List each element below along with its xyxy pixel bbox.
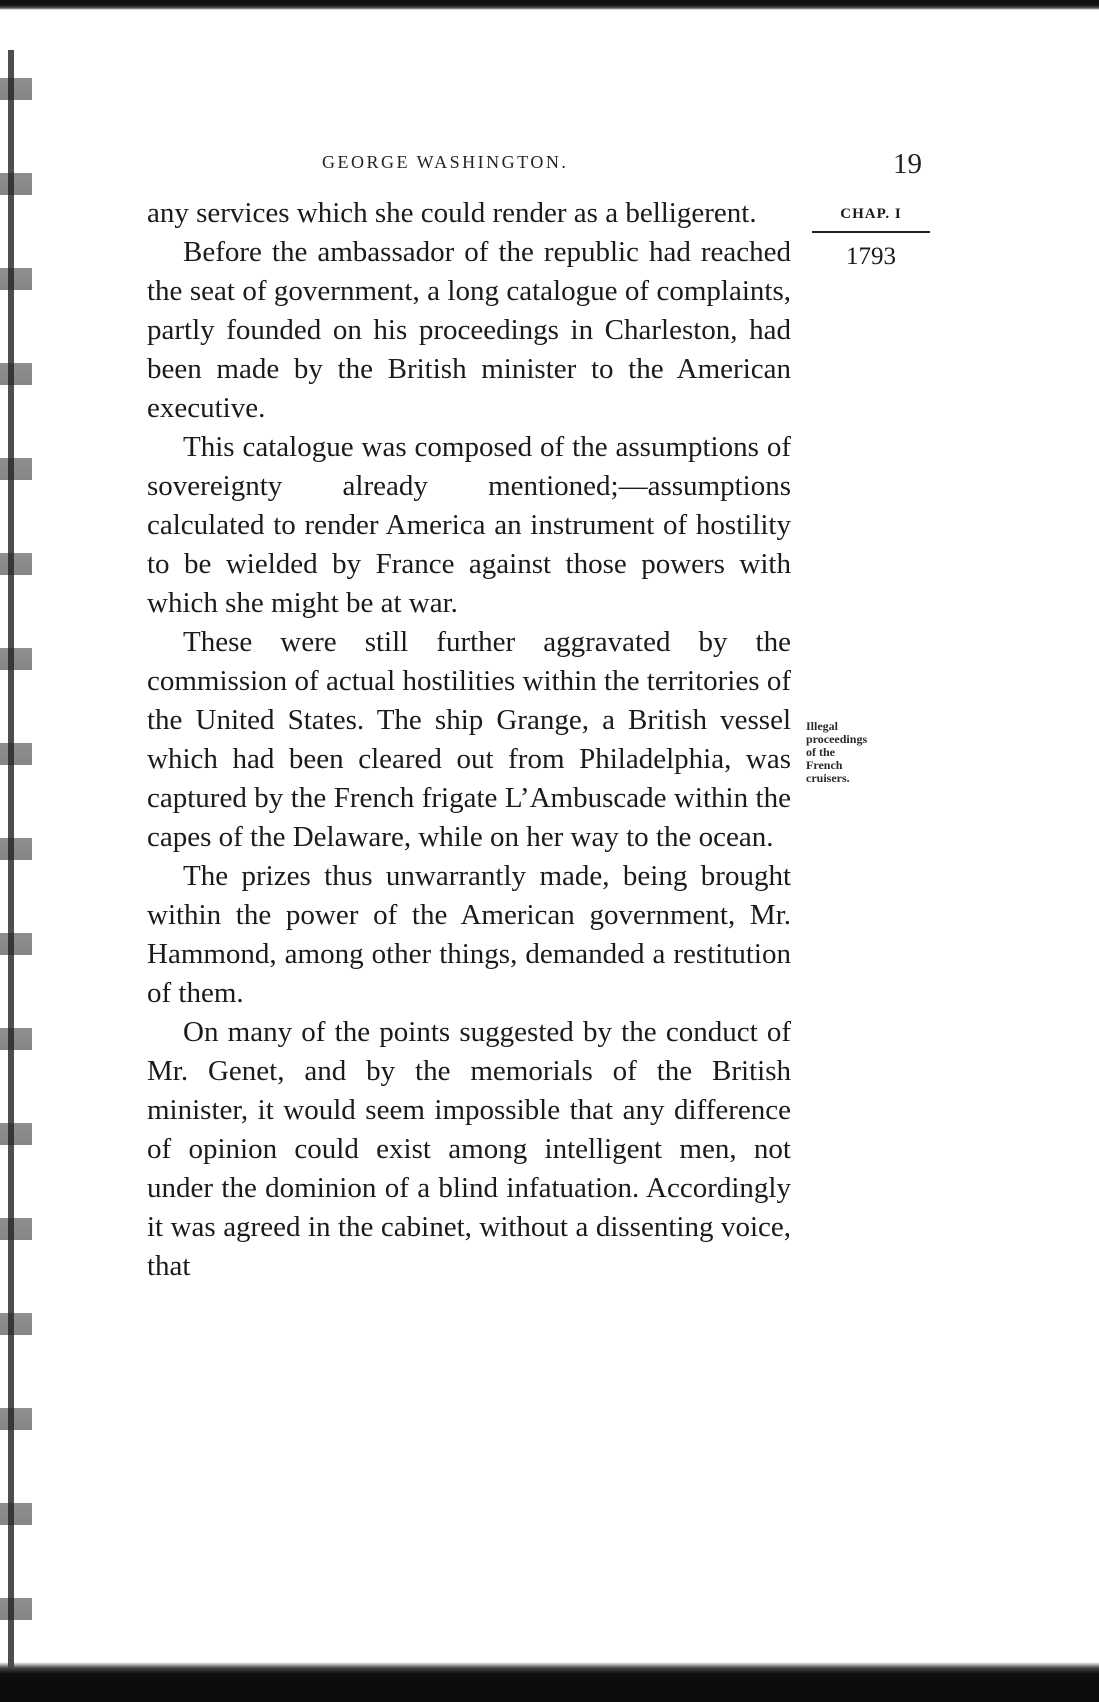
body-text xyxy=(147,194,791,1286)
side-note xyxy=(806,720,916,785)
running-head: GEORGE WASHINGTON. xyxy=(322,152,569,172)
side-note-line: French xyxy=(806,758,843,772)
paragraph: On many of the points suggested by the conduct of Mr. Genet, and by the memorials of the British minister, it would seem impossible that any difference of opinion could exist among intelligent men, not under the dominion of a blind infatuation. Accordingly it was agreed in the cabinet, without a dissenting voice, that xyxy=(147,1016,791,1282)
paragraph: These were still further aggravated by the commission of actual hostilities within the territories of the United States. The ship Grange, a British vessel which had been cleared out from Philadelphia, was captured by the French frigate L’Ambuscade within the capes of the Delaware, while on her way to the ocean. xyxy=(147,626,791,853)
side-note-line: cruisers. xyxy=(806,771,850,785)
scan-binding-shadow xyxy=(8,50,14,1670)
page-number: 19 xyxy=(893,148,922,180)
paragraph: Before the ambassador of the republic had reached the seat of government, a long catalogue of complaints, partly founded on his proceedings in Charleston, had been made by the British minister to the American executive. xyxy=(147,236,791,424)
paragraph: any services which she could render as a belligerent. xyxy=(147,197,757,229)
margin-chapter-box xyxy=(812,206,930,271)
chapter-label: CHAP. I xyxy=(812,206,930,233)
scan-bottom-edge xyxy=(0,1662,1099,1702)
side-note-line: of the xyxy=(806,745,835,759)
year-label: 1793 xyxy=(846,243,896,270)
side-note-line: Illegal xyxy=(806,719,838,733)
paragraph: The prizes thus unwarrantly made, being brought within the power of the American government, Mr. Hammond, among other things, demanded a restitution of them. xyxy=(147,860,791,1009)
scan-top-edge xyxy=(0,0,1099,10)
side-note-line: proceedings xyxy=(806,732,868,746)
paragraph: This catalogue was composed of the assumptions of sovereignty already mentioned;—assumptions calculated to render America an instrument of hostility to be wielded by France against those powers with which she might be at war. xyxy=(147,431,791,619)
scan-left-edge xyxy=(0,40,32,1670)
